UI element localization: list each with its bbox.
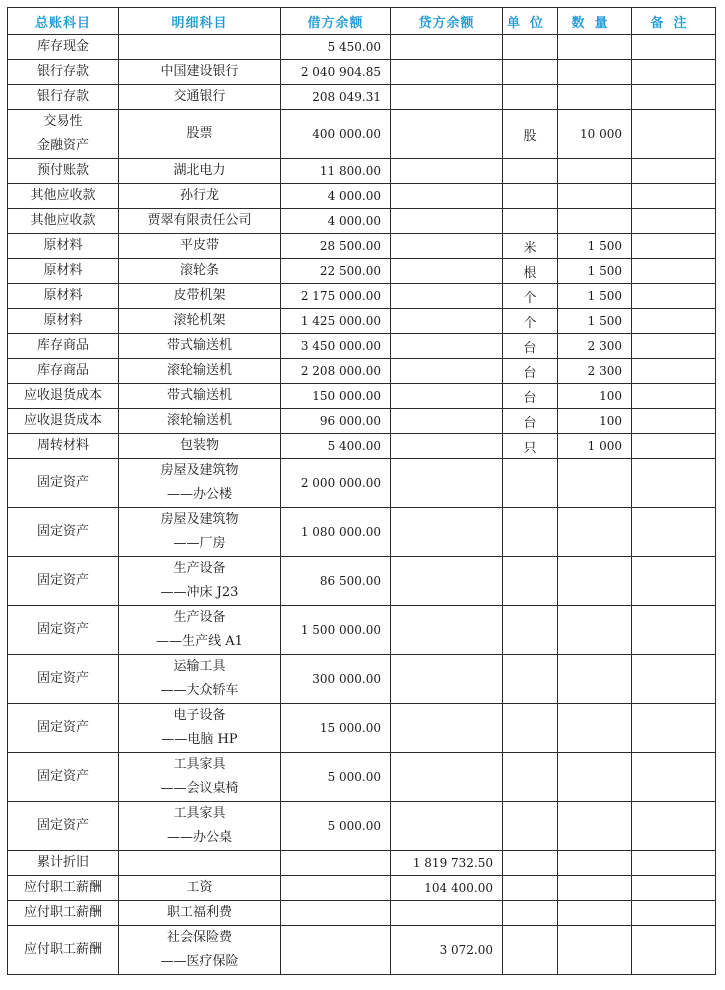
cell-note [632,434,716,459]
cell-debit-balance: 5 450.00 [281,35,391,60]
table-row [8,334,716,359]
table-row [8,655,716,704]
cell-unit [503,35,558,60]
table-row [8,704,716,753]
general-line: 周转材料 [36,438,89,453]
cell-credit-balance [391,434,503,459]
cell-unit: 根 [503,259,558,284]
table-row [8,35,716,60]
cell-unit: 只 [503,434,558,459]
cell-credit-balance: 1 819 732.50 [391,851,503,876]
detail-line: 房屋及建筑物 [160,512,239,527]
cell-detail-account [119,802,281,851]
cell-note [632,110,716,159]
table-row [8,851,716,876]
cell-note [632,926,716,975]
cell-note [632,284,716,309]
cell-general-account [8,459,119,508]
cell-general-account [8,704,119,753]
cell-debit-balance: 11 800.00 [281,159,391,184]
cell-quantity [558,901,632,926]
cell-note [632,159,716,184]
cell-credit-balance [391,159,503,184]
table-row [8,384,716,409]
cell-debit-balance: 4 000.00 [281,184,391,209]
cell-general-account [8,234,119,259]
cell-detail-account [119,60,281,85]
cell-debit-balance: 208 049.31 [281,85,391,110]
detail-line: 平皮带 [179,238,219,253]
cell-note [632,259,716,284]
header-debit-balance: 借方余额 [281,8,391,35]
general-line: 金融资产 [36,138,89,153]
cell-general-account [8,508,119,557]
detail-line: 房屋及建筑物 [160,463,239,478]
cell-note [632,901,716,926]
cell-detail-account [119,851,281,876]
cell-quantity [558,159,632,184]
cell-note [632,35,716,60]
cell-debit-balance: 5 000.00 [281,802,391,851]
cell-debit-balance: 2 175 000.00 [281,284,391,309]
cell-general-account [8,60,119,85]
cell-detail-account [119,876,281,901]
cell-unit: 台 [503,384,558,409]
cell-quantity [558,508,632,557]
cell-debit-balance [281,926,391,975]
table-row [8,359,716,384]
header-unit: 单位 [503,8,558,35]
cell-debit-balance: 96 000.00 [281,409,391,434]
cell-general-account [8,85,119,110]
cell-debit-balance: 15 000.00 [281,704,391,753]
general-line: 固定资产 [36,769,89,784]
detail-line: 孙行龙 [179,188,219,203]
cell-credit-balance [391,359,503,384]
cell-debit-balance: 2 000 000.00 [281,459,391,508]
cell-quantity: 2 300 [558,334,632,359]
cell-quantity [558,876,632,901]
cell-credit-balance [391,184,503,209]
detail-line: ——厂房 [173,536,226,551]
cell-detail-account [119,259,281,284]
table-row [8,802,716,851]
cell-general-account [8,926,119,975]
general-line: 库存商品 [36,338,89,353]
cell-general-account [8,159,119,184]
cell-general-account [8,359,119,384]
cell-unit: 股 [503,110,558,159]
detail-line: ——大众轿车 [160,683,239,698]
cell-unit [503,85,558,110]
cell-unit [503,901,558,926]
cell-quantity: 100 [558,409,632,434]
cell-general-account [8,606,119,655]
general-line: 固定资产 [36,475,89,490]
cell-note [632,334,716,359]
general-line: 原材料 [43,263,83,278]
cell-detail-account [119,85,281,110]
cell-detail-account [119,184,281,209]
cell-quantity [558,60,632,85]
cell-credit-balance [391,209,503,234]
cell-unit: 个 [503,284,558,309]
cell-note [632,704,716,753]
cell-credit-balance [391,234,503,259]
cell-general-account [8,35,119,60]
cell-general-account [8,655,119,704]
table-row [8,60,716,85]
cell-credit-balance [391,409,503,434]
detail-line: ——医疗保险 [160,954,239,969]
general-line: 固定资产 [36,622,89,637]
detail-line: 贾翠有限责任公司 [147,213,252,228]
cell-detail-account [119,409,281,434]
cell-debit-balance: 1 500 000.00 [281,606,391,655]
detail-line: 生产设备 [173,561,226,576]
cell-credit-balance [391,259,503,284]
table-row [8,557,716,606]
general-line: 固定资产 [36,573,89,588]
general-line: 其他应收款 [30,188,96,203]
cell-detail-account [119,110,281,159]
header-general-account: 总账科目 [8,8,119,35]
cell-unit [503,876,558,901]
detail-line: ——办公桌 [166,830,232,845]
cell-note [632,606,716,655]
header-row [8,8,716,35]
cell-debit-balance: 5 000.00 [281,753,391,802]
cell-quantity [558,926,632,975]
cell-general-account [8,409,119,434]
cell-detail-account [119,234,281,259]
cell-general-account [8,901,119,926]
cell-credit-balance [391,901,503,926]
cell-unit [503,184,558,209]
general-line: 固定资产 [36,720,89,735]
cell-general-account [8,334,119,359]
cell-unit [503,926,558,975]
cell-debit-balance: 400 000.00 [281,110,391,159]
header-quantity: 数量 [558,8,632,35]
cell-note [632,234,716,259]
cell-note [632,384,716,409]
general-line: 库存商品 [36,363,89,378]
cell-general-account [8,184,119,209]
cell-quantity [558,753,632,802]
detail-line: 中国建设银行 [160,64,239,79]
general-line: 应付职工薪酬 [23,880,102,895]
detail-line: 滚轮机架 [173,313,226,328]
general-line: 固定资产 [36,671,89,686]
cell-quantity: 100 [558,384,632,409]
cell-debit-balance: 3 450 000.00 [281,334,391,359]
cell-credit-balance [391,557,503,606]
cell-note [632,876,716,901]
cell-note [632,655,716,704]
cell-unit: 个 [503,309,558,334]
cell-unit [503,704,558,753]
cell-credit-balance [391,85,503,110]
ledger-body [8,35,716,975]
cell-detail-account [119,35,281,60]
header-detail-account: 明细科目 [119,8,281,35]
cell-unit: 米 [503,234,558,259]
cell-quantity [558,557,632,606]
cell-general-account [8,876,119,901]
cell-unit [503,606,558,655]
detail-line: 运输工具 [173,659,226,674]
detail-line: ——电脑 HP [161,732,238,747]
cell-general-account [8,209,119,234]
cell-credit-balance [391,606,503,655]
general-line: 固定资产 [36,524,89,539]
cell-credit-balance [391,35,503,60]
detail-line: ——办公楼 [166,487,232,502]
cell-credit-balance: 104 400.00 [391,876,503,901]
table-row [8,409,716,434]
cell-credit-balance [391,704,503,753]
cell-debit-balance [281,901,391,926]
detail-line: 带式输送机 [166,338,232,353]
cell-debit-balance: 1 080 000.00 [281,508,391,557]
general-line: 原材料 [43,313,83,328]
cell-debit-balance: 22 500.00 [281,259,391,284]
cell-quantity: 1 500 [558,284,632,309]
table-row [8,234,716,259]
cell-detail-account [119,309,281,334]
cell-note [632,802,716,851]
header-credit-balance: 贷方余额 [391,8,503,35]
cell-debit-balance: 150 000.00 [281,384,391,409]
general-line: 应付职工薪酬 [23,905,102,920]
cell-quantity [558,606,632,655]
detail-line: 交通银行 [173,89,226,104]
cell-unit [503,802,558,851]
cell-general-account [8,434,119,459]
cell-detail-account [119,284,281,309]
cell-debit-balance [281,851,391,876]
cell-note [632,508,716,557]
cell-credit-balance [391,384,503,409]
cell-general-account [8,753,119,802]
cell-detail-account [119,334,281,359]
detail-line: 滚轮输送机 [166,413,232,428]
table-row [8,901,716,926]
cell-unit [503,655,558,704]
cell-note [632,85,716,110]
cell-note [632,60,716,85]
cell-note [632,209,716,234]
cell-quantity [558,35,632,60]
cell-unit [503,60,558,85]
table-row [8,159,716,184]
table-row [8,209,716,234]
cell-credit-balance [391,334,503,359]
detail-line: 职工福利费 [166,905,232,920]
cell-general-account [8,851,119,876]
general-line: 交易性 [43,114,83,129]
cell-note [632,459,716,508]
table-row [8,85,716,110]
general-line: 原材料 [43,238,83,253]
cell-note [632,309,716,334]
cell-quantity [558,655,632,704]
general-line: 原材料 [43,288,83,303]
cell-credit-balance [391,655,503,704]
table-row [8,753,716,802]
cell-unit: 台 [503,334,558,359]
cell-credit-balance [391,60,503,85]
cell-quantity: 1 500 [558,309,632,334]
cell-debit-balance: 2 208 000.00 [281,359,391,384]
cell-detail-account [119,359,281,384]
cell-quantity [558,459,632,508]
cell-quantity [558,704,632,753]
table-row [8,309,716,334]
general-line: 预付账款 [36,163,89,178]
cell-credit-balance: 3 072.00 [391,926,503,975]
cell-quantity [558,85,632,110]
cell-debit-balance: 300 000.00 [281,655,391,704]
general-line: 应付职工薪酬 [23,942,102,957]
cell-credit-balance [391,284,503,309]
cell-general-account [8,557,119,606]
cell-note [632,409,716,434]
cell-unit [503,459,558,508]
cell-note [632,557,716,606]
cell-detail-account [119,459,281,508]
general-line: 银行存款 [36,89,89,104]
cell-detail-account [119,926,281,975]
cell-quantity: 1 500 [558,259,632,284]
cell-detail-account [119,159,281,184]
table-row [8,876,716,901]
detail-line: ——冲床 J23 [160,585,239,600]
table-row [8,926,716,975]
detail-line: 社会保险费 [166,930,232,945]
general-line: 银行存款 [36,64,89,79]
cell-unit [503,508,558,557]
cell-general-account [8,384,119,409]
cell-unit [503,159,558,184]
detail-line: 包装物 [179,438,219,453]
cell-note [632,184,716,209]
cell-detail-account [119,753,281,802]
cell-detail-account [119,901,281,926]
detail-line: 工具家具 [173,757,226,772]
cell-credit-balance [391,110,503,159]
cell-debit-balance: 2 040 904.85 [281,60,391,85]
cell-debit-balance: 1 425 000.00 [281,309,391,334]
cell-general-account [8,802,119,851]
cell-credit-balance [391,459,503,508]
cell-quantity: 1 000 [558,434,632,459]
cell-note [632,753,716,802]
table-row [8,259,716,284]
detail-line: 湖北电力 [173,163,226,178]
cell-quantity [558,184,632,209]
cell-quantity [558,851,632,876]
cell-credit-balance [391,753,503,802]
table-row [8,110,716,159]
detail-line: 工资 [186,880,213,895]
detail-line: 电子设备 [173,708,226,723]
cell-general-account [8,110,119,159]
cell-detail-account [119,606,281,655]
cell-quantity: 10 000 [558,110,632,159]
detail-line: 股票 [186,126,213,141]
cell-detail-account [119,209,281,234]
detail-line: 皮带机架 [173,288,226,303]
table-row [8,184,716,209]
cell-detail-account [119,655,281,704]
table-row [8,508,716,557]
cell-debit-balance: 5 400.00 [281,434,391,459]
cell-detail-account [119,557,281,606]
cell-quantity: 2 300 [558,359,632,384]
cell-debit-balance [281,876,391,901]
cell-unit [503,209,558,234]
cell-unit [503,753,558,802]
detail-line: 带式输送机 [166,388,232,403]
cell-detail-account [119,508,281,557]
table-row [8,434,716,459]
table-row [8,459,716,508]
general-line: 其他应收款 [30,213,96,228]
detail-line: ——会议桌椅 [160,781,239,796]
detail-line: 滚轮条 [179,263,219,278]
detail-line: 滚轮输送机 [166,363,232,378]
cell-unit [503,851,558,876]
cell-detail-account [119,434,281,459]
detail-line: 生产设备 [173,610,226,625]
cell-unit [503,557,558,606]
cell-general-account [8,284,119,309]
cell-detail-account [119,384,281,409]
cell-debit-balance: 28 500.00 [281,234,391,259]
table-row [8,284,716,309]
ledger-table [7,7,716,975]
cell-quantity [558,802,632,851]
cell-unit: 台 [503,409,558,434]
general-line: 应收退货成本 [23,388,102,403]
cell-general-account [8,309,119,334]
general-line: 库存现金 [36,39,89,54]
cell-unit: 台 [503,359,558,384]
general-line: 固定资产 [36,818,89,833]
cell-note [632,851,716,876]
header-note: 备注 [632,8,716,35]
cell-quantity: 1 500 [558,234,632,259]
cell-quantity [558,209,632,234]
detail-line: ——生产线 A1 [156,634,243,649]
cell-note [632,359,716,384]
cell-general-account [8,259,119,284]
cell-credit-balance [391,508,503,557]
cell-debit-balance: 86 500.00 [281,557,391,606]
cell-detail-account [119,704,281,753]
cell-credit-balance [391,802,503,851]
general-line: 应收退货成本 [23,413,102,428]
general-line: 累计折旧 [36,855,89,870]
table-row [8,606,716,655]
cell-credit-balance [391,309,503,334]
cell-debit-balance: 4 000.00 [281,209,391,234]
detail-line: 工具家具 [173,806,226,821]
